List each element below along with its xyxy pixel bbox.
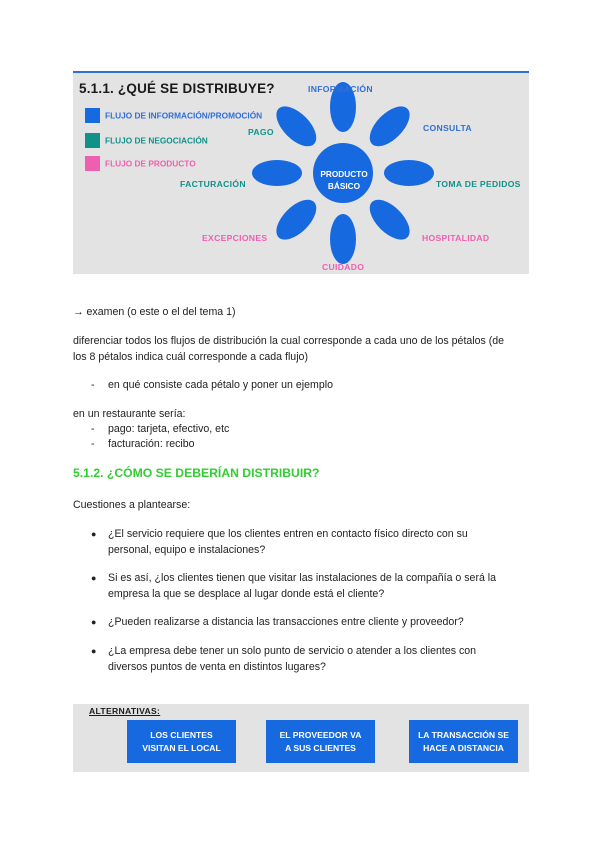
petal-consulta [363,99,417,153]
section-intro: Cuestiones a plantearse: [73,499,191,511]
dash-marker: - [91,423,95,435]
legend-item-producto: FLUJO DE PRODUCTO [85,156,196,171]
petal-toma-pedidos [384,160,434,186]
legend-item-informacion: FLUJO DE INFORMACIÓN/PROMOCIÓN [85,108,262,123]
note-facturacion: facturación: recibo [108,438,195,450]
label-cuidado: CUIDADO [322,262,365,272]
label-consulta: CONSULTA [423,123,472,133]
alternatives-box [73,704,529,772]
bullet-marker: ● [91,573,97,583]
alternative-distancia: LA TRANSACCIÓN SE HACE A DISTANCIA [409,720,518,763]
label-toma-pedidos: TOMA DE PEDIDOS [436,179,521,189]
dash-marker: - [91,438,95,450]
alternative-proveedor-va: EL PROVEEDOR VA A SUS CLIENTES [266,720,375,763]
legend-item-negociacion: FLUJO DE NEGOCIACIÓN [85,133,208,148]
petal-cuidado [330,214,356,264]
petal-hospitalidad [363,193,417,247]
note-pago: pago: tarjeta, efectivo, etc [108,423,230,435]
question-4-line-2: diversos puntos de venta en distintos lugares? [108,661,326,673]
alternatives-title: ALTERNATIVAS: [89,706,161,716]
bullet-marker: ● [91,646,97,656]
label-excepciones: EXCEPCIONES [202,233,268,243]
dash-marker: - [91,379,95,391]
question-2-line-2: empresa la que se desplace al lugar donde está el cliente? [108,588,385,600]
note-diferenciar-2: los 8 pétalos indica cuál corresponde a cada flujo) [73,351,308,363]
diagram-title: 5.1.1. ¿QUÉ SE DISTRIBUYE? [79,81,275,96]
label-pago: PAGO [248,127,274,137]
bullet-marker: ● [91,529,97,539]
note-restaurante: en un restaurante sería: [73,408,186,420]
petal-pago [269,99,323,153]
question-2-line-1: Si es así, ¿los clientes tienen que visitar las instalaciones de la compañía o será la [108,572,497,584]
petal-facturacion [252,160,302,186]
note-examen: → examen (o este o el del tema 1) [73,306,236,318]
center-label: PRODUCTO BÁSICO [320,169,368,191]
legend-swatch [85,108,100,123]
label-hospitalidad: HOSPITALIDAD [422,233,490,243]
question-4-line-1: ¿La empresa debe tener un solo punto de servicio o atender a los clientes con [108,645,477,657]
label-facturacion: FACTURACIÓN [180,179,246,189]
alternative-clientes-visitan: LOS CLIENTES VISITAN EL LOCAL [127,720,236,763]
section-heading: 5.1.2. ¿CÓMO SE DEBERÍAN DISTRIBUIR? [73,466,320,480]
bullet-marker: ● [91,617,97,627]
legend-swatch [85,156,100,171]
label-informacion: INFORMACIÓN [308,84,373,94]
question-3-line-1: ¿Pueden realizarse a distancia las transacciones entre cliente y proveedor? [108,616,464,628]
petal-excepciones [269,193,323,247]
flower-graphic [73,73,529,274]
note-dash-item: en qué consiste cada pétalo y poner un ejemplo [108,379,333,391]
note-diferenciar-1: diferenciar todos los flujos de distribución la cual corresponde a cada uno de los pétalos (de [73,335,505,347]
question-1-line-1: ¿El servicio requiere que los clientes entren en contacto físico directo con su [108,528,468,540]
flower-diagram [73,71,529,274]
question-1-line-2: personal, equipo e instalaciones? [108,544,266,556]
legend-swatch [85,133,100,148]
